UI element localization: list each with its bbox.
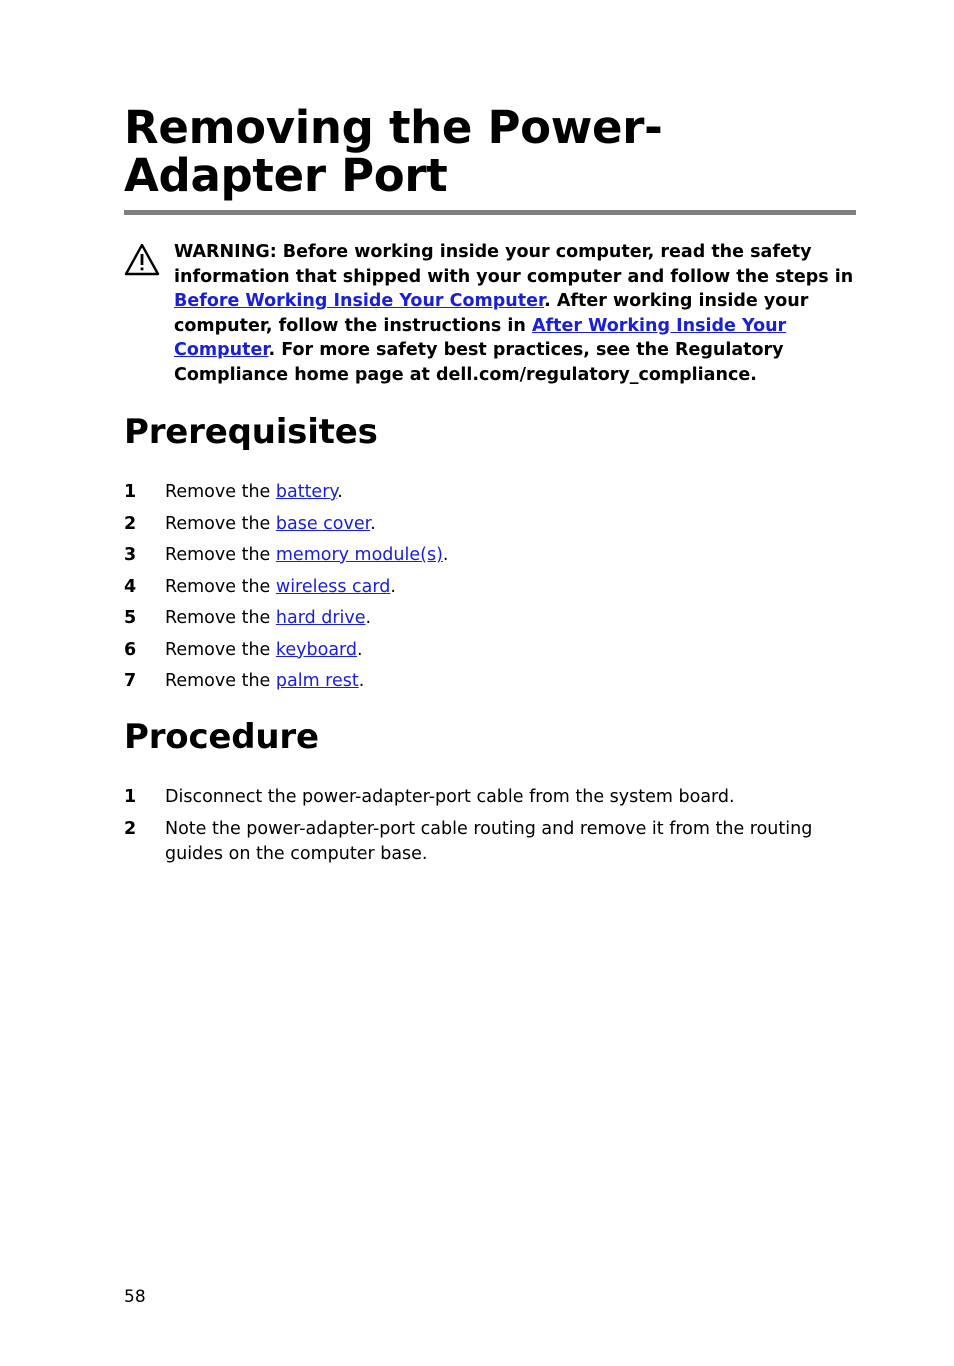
step-suffix: . <box>442 545 449 565</box>
step-text: Disconnect the power-adapter-port cable from the system board. <box>165 787 735 807</box>
procedure-list <box>124 785 856 874</box>
step-prefix: Remove the <box>165 576 276 597</box>
step-number: 2 <box>124 513 137 534</box>
prerequisites-heading: Prerequisites <box>124 412 378 452</box>
prerequisite-step <box>124 575 856 600</box>
step-number: 2 <box>124 819 137 839</box>
page-title: Removing the Power-Adapter Port <box>124 101 663 202</box>
step-suffix: . <box>358 671 365 691</box>
step-link[interactable]: hard drive <box>275 608 366 628</box>
step-suffix: . <box>390 576 396 597</box>
prerequisite-step <box>124 543 856 568</box>
step-suffix: . <box>365 608 372 628</box>
step-prefix: Remove the <box>165 671 276 691</box>
step-text: Note the power-adapter-port cable routing and remove it from the routing guides on the computer base. <box>165 819 813 864</box>
step-link[interactable]: battery <box>275 482 338 502</box>
step-link[interactable]: wireless card <box>275 576 391 597</box>
step-number: 1 <box>124 787 137 807</box>
step-text <box>165 606 825 631</box>
step-prefix: Remove the <box>165 639 276 660</box>
step-link[interactable]: memory module(s) <box>275 545 443 565</box>
step-link[interactable]: palm rest <box>275 671 359 691</box>
step-number: 7 <box>124 671 137 691</box>
before-working-link[interactable]: Before Working Inside Your Computer <box>174 291 545 312</box>
step-number: 4 <box>124 576 137 597</box>
step-text <box>165 575 825 600</box>
step-suffix: . <box>357 639 363 660</box>
prerequisite-step <box>124 480 856 505</box>
prerequisites-list <box>124 480 856 701</box>
prerequisite-step <box>124 606 856 631</box>
step-prefix: Remove the <box>165 608 276 628</box>
step-prefix: Remove the <box>165 513 276 534</box>
title-divider <box>124 210 856 215</box>
step-number: 5 <box>124 608 137 628</box>
page-number: 58 <box>124 1287 146 1307</box>
warning-text-part-2: . After working inside your computer, follow the instructions in <box>174 291 809 336</box>
step-link[interactable]: keyboard <box>275 639 358 660</box>
procedure-heading: Procedure <box>124 717 319 757</box>
step-number: 3 <box>124 545 137 565</box>
step-number: 6 <box>124 639 137 660</box>
step-number: 1 <box>124 482 137 502</box>
warning-text-part-3: . For more safety best practices, see the Regulatory Compliance home page at dell.com/regulatory_compliance. <box>174 340 784 385</box>
step-suffix: . <box>337 482 343 502</box>
warning-triangle-icon <box>124 243 160 277</box>
warning-text-part-1: WARNING: Before working inside your computer, read the safety information that shipped with your computer and follow the steps in <box>174 242 854 287</box>
step-text <box>165 480 825 505</box>
step-text <box>165 638 825 663</box>
step-suffix: . <box>370 513 376 534</box>
procedure-step <box>124 817 856 867</box>
prerequisite-step <box>124 638 856 663</box>
prerequisite-step <box>124 512 856 537</box>
step-text <box>165 543 825 568</box>
step-link[interactable]: base cover <box>275 513 371 534</box>
step-prefix: Remove the <box>165 545 276 565</box>
prerequisite-step <box>124 669 856 694</box>
warning-text <box>174 240 856 388</box>
step-text <box>165 512 825 537</box>
step-text <box>165 669 825 694</box>
after-working-link[interactable]: After Working Inside Your Computer <box>174 315 787 361</box>
procedure-step <box>124 785 856 810</box>
step-prefix: Remove the <box>165 482 276 502</box>
